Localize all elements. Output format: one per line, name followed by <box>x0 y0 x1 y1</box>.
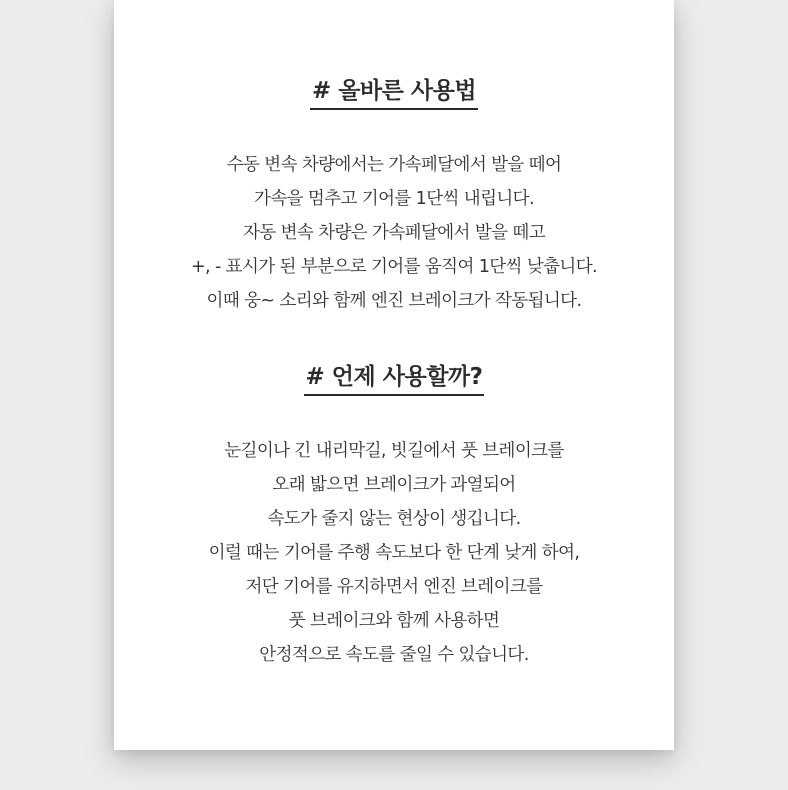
section-body-when-to-use <box>114 434 674 672</box>
section-when-to-use <box>114 360 674 672</box>
section-proper-usage <box>114 74 674 318</box>
body-line: 풋 브레이크와 함께 사용하면 <box>288 611 500 631</box>
section-body-proper-usage <box>114 148 674 318</box>
body-line: 이럴 때는 기어를 주행 속도보다 한 단계 낮게 하여, <box>208 543 580 563</box>
section-heading-proper-usage: # 올바른 사용법 <box>310 74 478 110</box>
body-line: 속도가 줄지 않는 현상이 생깁니다. <box>267 509 521 529</box>
heading-container <box>114 360 674 400</box>
body-line: 오래 밟으면 브레이크가 과열되어 <box>272 475 516 495</box>
body-line: 눈길이나 긴 내리막길, 빗길에서 풋 브레이크를 <box>224 441 564 461</box>
body-line: 자동 변속 차량은 가속페달에서 발을 떼고 <box>243 223 545 243</box>
heading-container <box>114 74 674 114</box>
body-line: 저단 기어를 유지하면서 엔진 브레이크를 <box>245 577 543 597</box>
body-line: 수동 변속 차량에서는 가속페달에서 발을 떼어 <box>226 155 562 175</box>
body-line: 안정적으로 속도를 줄일 수 있습니다. <box>259 645 529 665</box>
content-card <box>114 0 674 750</box>
body-line: 가속을 멈추고 기어를 1단씩 내립니다. <box>254 189 534 209</box>
section-heading-when-to-use: # 언제 사용할까? <box>304 360 485 396</box>
body-line: 이때 웅~ 소리와 함께 엔진 브레이크가 작동됩니다. <box>206 291 582 311</box>
body-line: +, - 표시가 된 부분으로 기어를 움직여 1단씩 낮춥니다. <box>190 257 598 277</box>
